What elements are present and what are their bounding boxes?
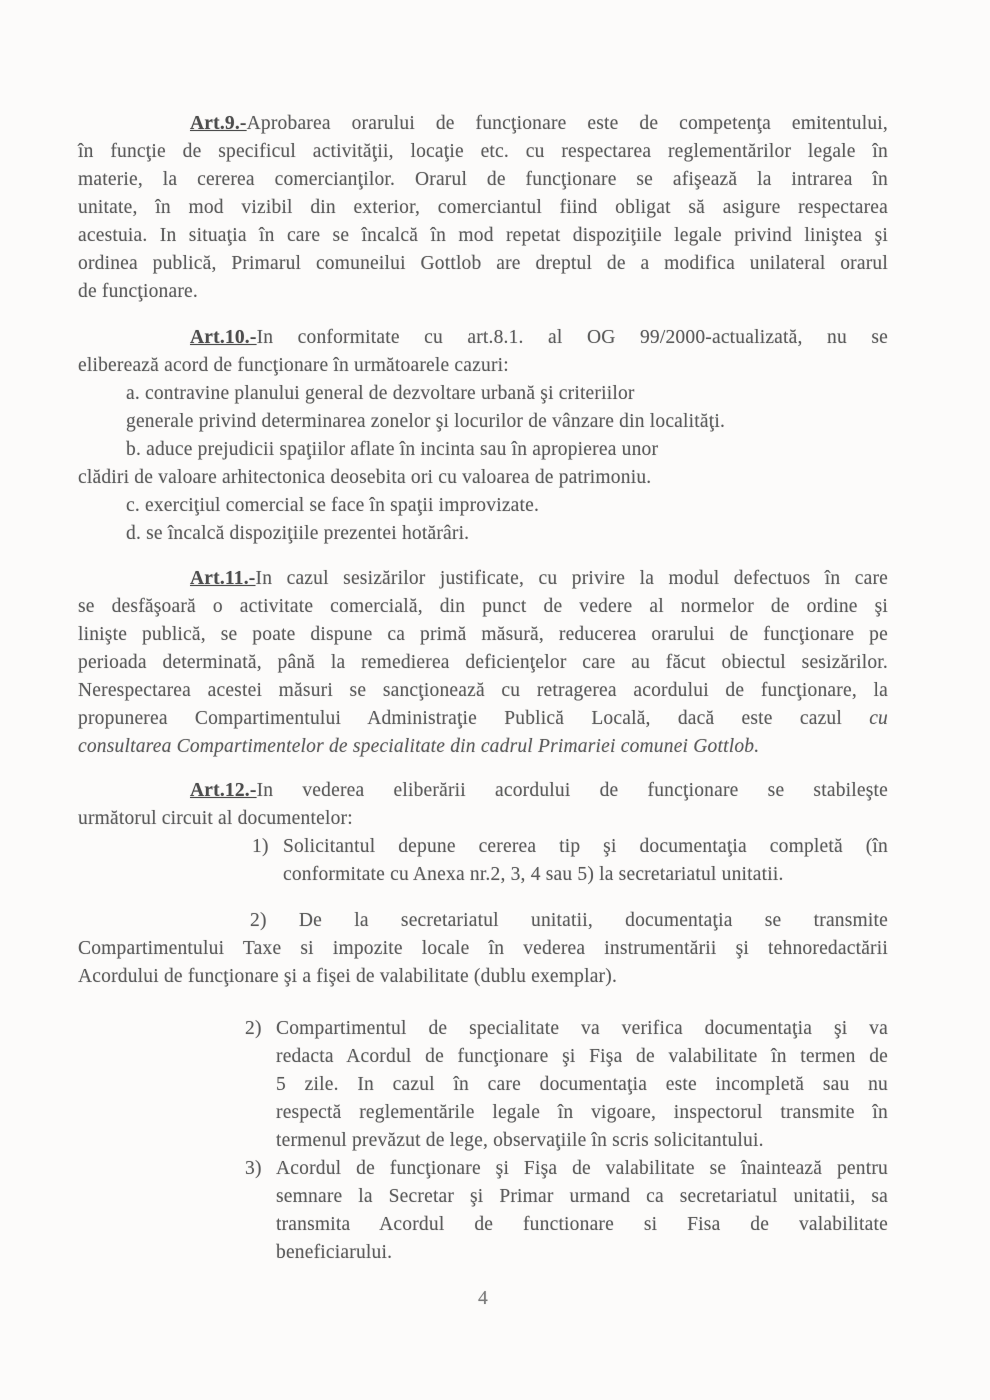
text-line: termenul prevăzut de lege, observaţiile în scris solicitantului. [276, 1130, 764, 1151]
list-item-d: d. se încalcă dispoziţiile prezentei hotărâri. [126, 523, 470, 544]
text-line: unitate, în mod vizibil din exterior, comerciantul fiind obligat să asigure respectarea [78, 197, 888, 218]
list-item-b: b. aduce prejudicii spaţiilor aflate în incinta sau în apropierea unor [126, 439, 659, 460]
text-line: următorul circuit al documentelor: [78, 808, 353, 829]
list-item-c: c. exerciţiul comercial se face în spaţii improvizate. [126, 495, 540, 516]
text-line: beneficiarului. [276, 1242, 393, 1263]
item-1-marker: 1) [252, 836, 269, 857]
numbered-item-1 [252, 833, 888, 889]
text-line [78, 777, 888, 805]
text-line: Acordului de funcţionare şi a fişei de valabilitate (dublu exemplar). [78, 966, 618, 987]
text-line: respectă reglementările legale în vigoare, inspectorul transmite în [276, 1102, 888, 1123]
text-line: semnare la Secretar şi Primar urmand ca secretariatul unitatii, sa [276, 1186, 888, 1207]
paragraph-art11 [78, 565, 888, 761]
art9-heading: Art.9.- [190, 113, 247, 134]
paragraph-art9 [78, 110, 888, 306]
numbered-item-3-hang [245, 1155, 888, 1267]
text-line: în funcţie de specificul activităţii, locaţie etc. cu respectarea reglementărilor legale în [78, 141, 888, 162]
art11-line-0: In cazul sesizărilor justificate, cu privire la modul defectuos în care [255, 568, 888, 589]
text-line: de funcţionare. [78, 281, 198, 302]
text-line [78, 565, 888, 593]
text-line: redacta Acordul de funcţionare şi Fişa de valabilitate în termen de [276, 1046, 888, 1067]
text-line: 5 zile. In cazul în care documentaţia este incompletă sau nu [276, 1074, 888, 1095]
text-line: Nerespectarea acestei măsuri se sancţionează cu retragerea acordului de funcţionare, la [78, 680, 888, 701]
list-item-b-cont: clădiri de valoare arhitectonica deosebita ori cu valoarea de patrimoniu. [78, 467, 652, 488]
text-line: perioada determinată, până la remedierea deficienţelor care au făcut obiectul sesizărilor. [78, 652, 888, 673]
paragraph-art12 [78, 777, 888, 889]
text-line: acestuia. In situaţia în care se încalcă în mod repetat dispoziţiile legale privind liniştea şi [78, 225, 888, 246]
item-2-marker: 2) [250, 910, 267, 931]
text-line: Compartimentului Taxe si impozite locale în vederea instrumentării şi tehnoredactării [78, 938, 888, 959]
text-line: Solicitantul depune cererea tip şi documentaţia completă (în [283, 836, 888, 857]
text-line: conformitate cu Anexa nr.2, 3, 4 sau 5) la secretariatul unitatii. [283, 864, 784, 885]
text-line: se desfăşoară o activitate comercială, din punct de vedere al normelor de ordine şi [78, 596, 888, 617]
text-line: Compartimentul de specialitate va verifica documentaţia şi va [276, 1018, 888, 1039]
text-line [78, 705, 888, 733]
list-item-a: a. contravine planului general de dezvoltare urbană şi criteriilor [126, 383, 635, 404]
text-line: ordinea publică, Primarul comuneilui Gottlob are dreptul de a modifica unilateral orarul [78, 253, 888, 274]
art12-heading: Art.12.- [190, 780, 257, 801]
art9-line-0: Aprobarea orarului de funcţionare este de competenţa emitentului, [246, 113, 888, 134]
art12-intro-1: In vederea eliberării acordului de funcţionare se stabileşte [256, 780, 888, 801]
art11-line-5-italic: cu [869, 708, 889, 729]
text-line: linişte publică, se poate dispune ca primă măsură, reducerea orarului de funcţionare pe [78, 624, 888, 645]
page-number: 4 [478, 1288, 488, 1309]
text-line: materie, la cererea comercianţilor. Orarul de funcţionare se afişează la intrarea în [78, 169, 888, 190]
numbered-item-2-flow [78, 907, 888, 991]
text-line [78, 907, 888, 935]
paragraph-art10 [78, 324, 888, 548]
item-2b-marker: 2) [245, 1018, 262, 1039]
text-line [78, 110, 888, 138]
numbered-item-2-hang [245, 1015, 888, 1155]
list-item-a-cont: generale privind determinarea zonelor şi locurilor de vânzare din localităţi. [126, 411, 726, 432]
text-line: eliberează acord de funcţionare în următoarele cazuri: [78, 355, 509, 376]
art10-heading: Art.10.- [190, 327, 257, 348]
art10-intro-1: In conformitate cu art.8.1. al OG 99/2000-actualizată, nu se [256, 327, 888, 348]
text-line: Acordul de funcţionare şi Fişa de valabilitate se înaintează pentru [276, 1158, 888, 1179]
text-line-italic: consultarea Compartimentelor de specialitate din cadrul Primariei comunei Gottlob. [78, 736, 760, 757]
item-3-marker: 3) [245, 1158, 262, 1179]
text-line: transmita Acordul de functionare si Fisa de valabilitate [276, 1214, 888, 1235]
item-2-line-0: De la secretariatul unitatii, documentaţia se transmite [298, 910, 888, 931]
art11-heading: Art.11.- [190, 568, 256, 589]
text-line [78, 324, 888, 352]
document-body [78, 110, 888, 1313]
art11-line-5: propunerea Compartimentului Administraţie Publică Locală, dacă este cazul [78, 708, 842, 729]
